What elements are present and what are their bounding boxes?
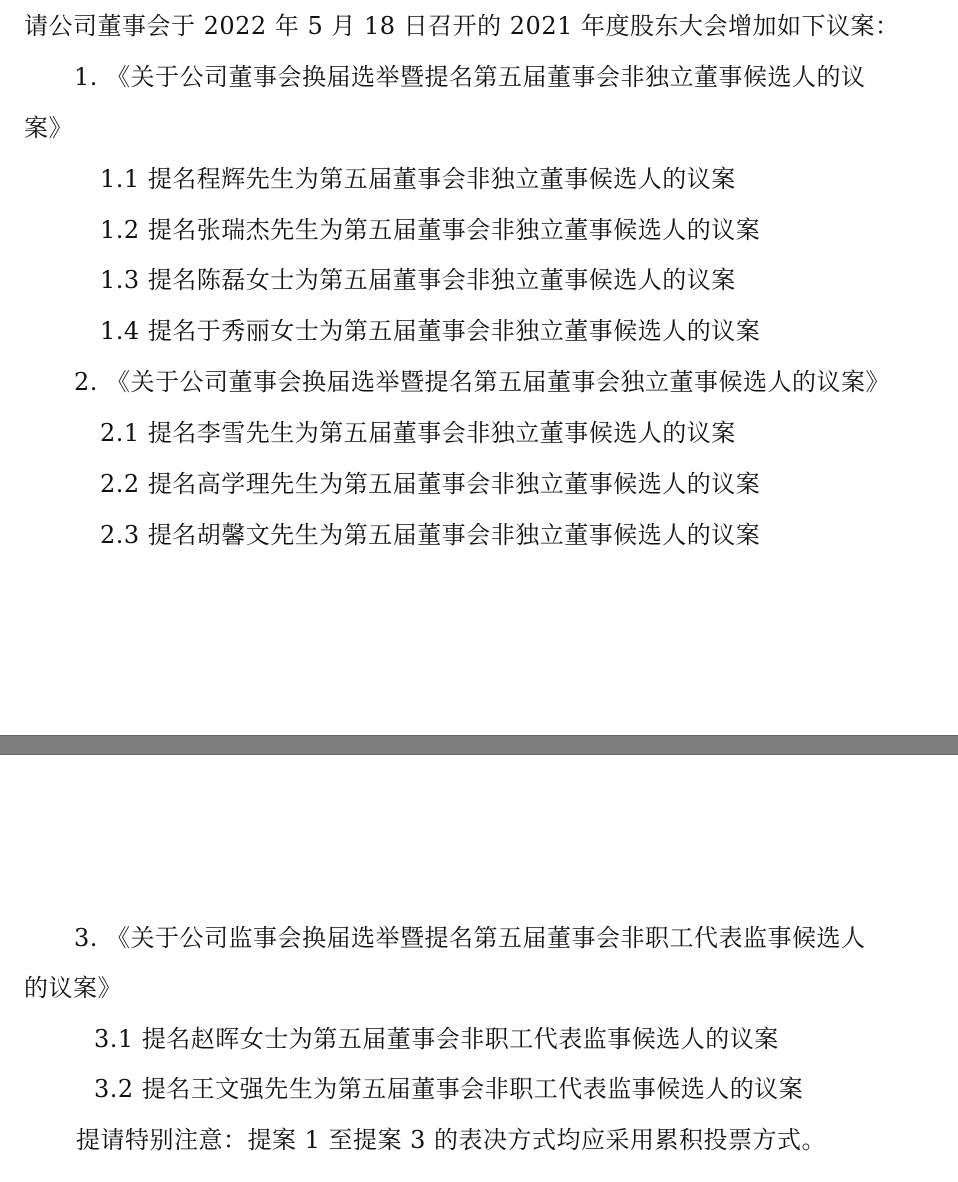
proposal-2-number: 2.: [74, 368, 98, 396]
proposal-2-title: [74, 366, 890, 398]
item-number: 2.2: [100, 470, 140, 498]
item-text: 提名张瑞杰先生为第五届董事会非独立董事候选人的议案: [147, 216, 761, 244]
proposal-2-title-text: 《关于公司董事会换届选举暨提名第五届董事会独立董事候选人的议案》: [106, 368, 891, 396]
item-number: 3.1: [94, 1025, 134, 1053]
proposal-1-title-line-2: 案》: [24, 114, 73, 142]
list-item-1-1: [100, 163, 736, 195]
item-number: 2.1: [100, 419, 140, 447]
proposal-1-number: 1.: [74, 63, 98, 91]
proposal-3-number: 3.: [74, 924, 98, 952]
special-note: 提请特别注意：提案 1 至提案 3 的表决方式均应采用累积投票方式。: [76, 1126, 827, 1154]
list-item-2-1: [100, 417, 736, 449]
item-text: 提名高学理先生为第五届董事会非独立董事候选人的议案: [147, 470, 761, 498]
item-text: 提名程辉先生为第五届董事会非独立董事候选人的议案: [147, 165, 736, 193]
list-item-3-2: [94, 1073, 803, 1105]
item-text: 提名胡馨文先生为第五届董事会非独立董事候选人的议案: [147, 521, 761, 549]
list-item-2-2: [100, 468, 760, 500]
proposal-3-title-line-1: [74, 922, 866, 954]
list-item-1-3: [100, 264, 736, 296]
proposal-3-title-line-2: 的议案》: [24, 974, 122, 1002]
list-item-1-4: [100, 315, 760, 347]
item-number: 1.3: [100, 266, 140, 294]
item-number: 3.2: [94, 1075, 134, 1103]
item-text: 提名王文强先生为第五届董事会非职工代表监事候选人的议案: [141, 1075, 804, 1103]
item-number: 1.2: [100, 216, 140, 244]
list-item-1-2: [100, 214, 760, 246]
proposal-1-title-line-1: [74, 61, 866, 93]
intro-paragraph: 请公司董事会于 2022 年 5 月 18 日召开的 2021 年度股东大会增加如下议案：: [24, 12, 900, 40]
list-item-2-3: [100, 519, 760, 551]
item-number: 1.4: [100, 317, 140, 345]
page-separator: [0, 735, 958, 755]
list-item-3-1: [94, 1023, 779, 1055]
proposal-1-title: 《关于公司董事会换届选举暨提名第五届董事会非独立董事候选人的议: [106, 63, 866, 91]
item-text: 提名陈磊女士为第五届董事会非独立董事候选人的议案: [147, 266, 736, 294]
item-text: 提名赵晖女士为第五届董事会非职工代表监事候选人的议案: [141, 1025, 779, 1053]
item-number: 1.1: [100, 165, 140, 193]
item-text: 提名李雪先生为第五届董事会非独立董事候选人的议案: [147, 419, 736, 447]
proposal-3-title: 《关于公司监事会换届选举暨提名第五届董事会非职工代表监事候选人: [106, 924, 866, 952]
item-number: 2.3: [100, 521, 140, 549]
item-text: 提名于秀丽女士为第五届董事会非独立董事候选人的议案: [147, 317, 761, 345]
